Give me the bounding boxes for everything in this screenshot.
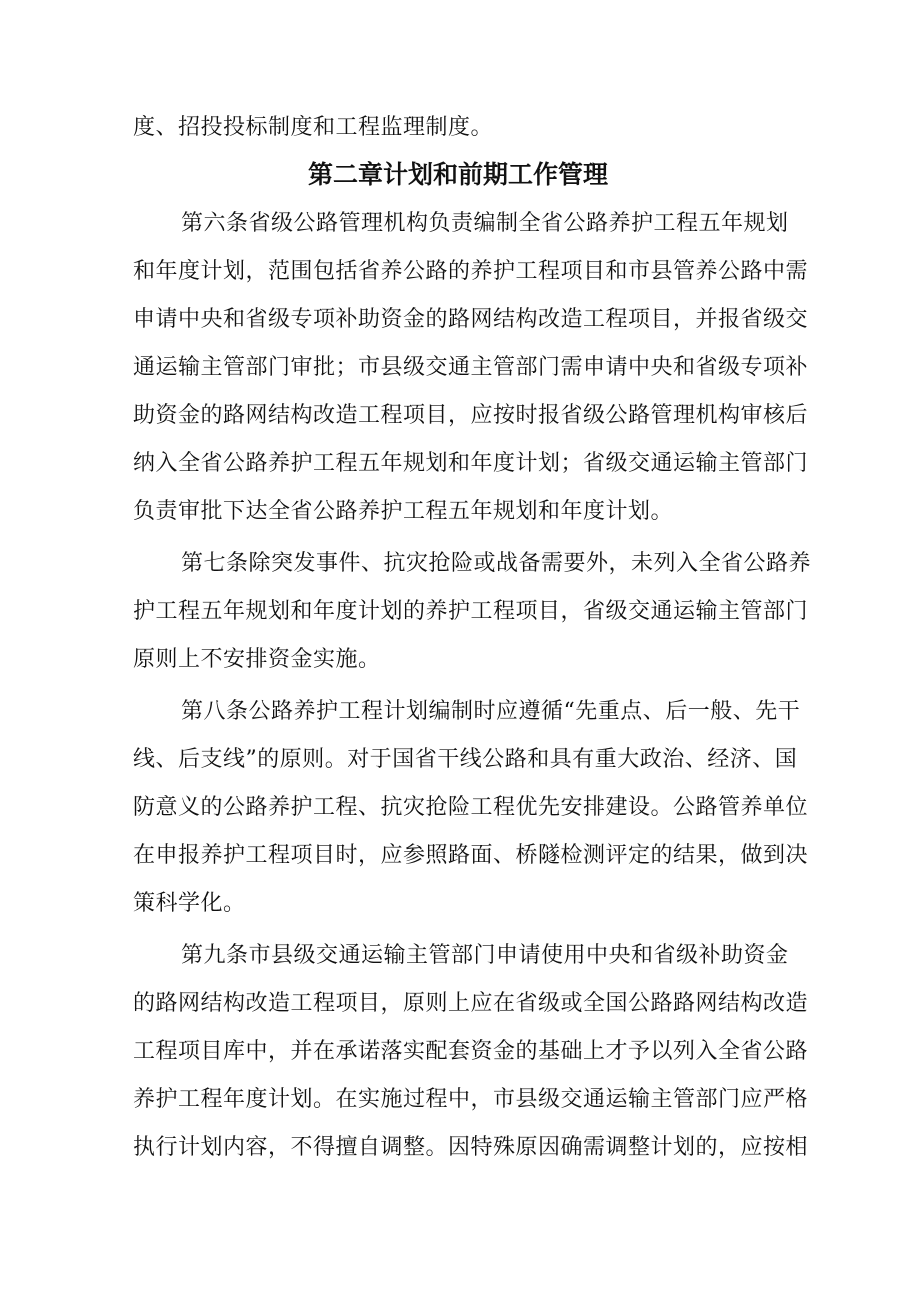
article-7-paragraph [133, 540, 812, 684]
text-line: 纳入全省公路养护工程五年规划和年度计划；省级交通运输主管部门 [133, 451, 809, 476]
text-line: 助资金的路网结构改造工程项目，应按时报省级公路管理机构审核后 [133, 403, 809, 428]
text-line: 护工程五年规划和年度计划的养护工程项目，省级交通运输主管部门 [133, 599, 809, 624]
text-line: 第六条省级公路管理机构负责编制全省公路养护工程五年规划 [181, 211, 789, 236]
text-line: 负责审批下达全省公路养护工程五年规划和年度计划。 [133, 499, 674, 524]
text-line: 线、后支线”的原则。对于国省干线公路和具有重大政治、经济、国 [133, 747, 798, 772]
text-line: 和年度计划，范围包括省养公路的养护工程项目和市县管养公路中需 [133, 259, 809, 284]
text-line: 第八条公路养护工程计划编制时应遵循“先重点、后一般、先干 [181, 699, 801, 724]
text-line: 度、招投投标制度和工程监理制度。 [133, 115, 494, 140]
text-line: 申请中央和省级专项补助资金的路网结构改造工程项目，并报省级交 [133, 307, 809, 332]
text-line: 策科学化。 [133, 891, 246, 916]
text-line: 第九条市县级交通运输主管部门申请使用中央和省级补助资金 [181, 943, 789, 968]
chapter-title: 第二章计划和前期工作管理 [307, 160, 608, 189]
text-line: 防意义的公路养护工程、抗灾抢险工程优先安排建设。公路管养单位 [133, 795, 809, 820]
text-line: 第七条除突发事件、抗灾抢险或战备需要外，未列入全省公路养 [181, 551, 812, 576]
article-8-paragraph [133, 688, 809, 928]
text-line: 原则上不安排资金实施。 [133, 647, 381, 672]
text-line: 执行计划内容，不得擅自调整。因特殊原因确需调整计划的，应按相 [133, 1135, 809, 1160]
article-6-paragraph [133, 200, 809, 536]
text-line: 通运输主管部门审批；市县级交通主管部门需申请中央和省级专项补 [133, 355, 809, 380]
text-line: 的路网结构改造工程项目，原则上应在省级或全国公路路网结构改造 [133, 991, 809, 1016]
article-9-paragraph [133, 932, 809, 1172]
text-line: 在申报养护工程项目时，应参照路面、桥隧检测评定的结果，做到决 [133, 843, 809, 868]
document-body [133, 104, 812, 1172]
text-line: 养护工程年度计划。在实施过程中，市县级交通运输主管部门应严格 [133, 1087, 809, 1112]
continuation-paragraph [133, 104, 783, 152]
text-line: 工程项目库中，并在承诺落实配套资金的基础上才予以列入全省公路 [133, 1039, 809, 1064]
